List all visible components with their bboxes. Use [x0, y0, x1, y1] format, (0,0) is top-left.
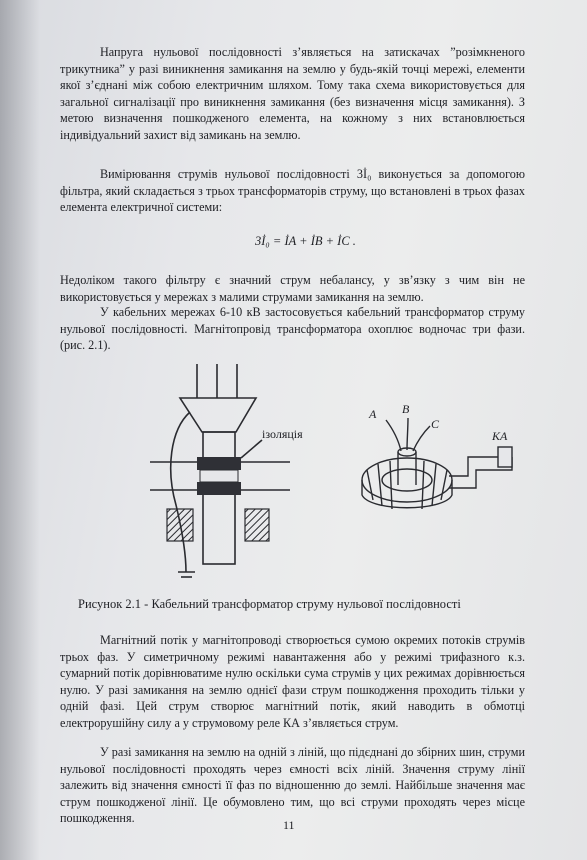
paragraph-2: Вимірювання струмів нульової послідовності 3İ₀ виконується за допомогою фільтра, який складається з трьох трансформаторів струму, що встановлені в трьох фазах елемента електричної системи:: [60, 167, 525, 215]
label-insulation: ізоляція: [262, 427, 303, 441]
page-number: 11: [283, 818, 295, 832]
paragraph-3: Недоліком такого фільтру є значний струм небалансу, у зв’язку з чим він не використовується у мережах з малими струмами замикання на землю.: [60, 273, 525, 304]
label-phase-c: C: [431, 417, 440, 431]
label-phase-b: B: [402, 402, 410, 416]
toroid-core-left: [197, 457, 241, 495]
paragraph-1: Напруга нульової послідовності з’являється на затискачах ”розімкненого трикутника” у разі виникнення замикання на землю у будь-якій точці мережі, елементи якої з’єднані між собою електричним шляхом. Тому така схема використовується для загальної сигналізації про виникнення замикання (без визначення місця замикання). З метою визначення пошкодженого елемента, на кожному з них встановлюється індивідуальний захист від замикань на землю.: [60, 45, 525, 142]
paragraph-4: У кабельних мережах 6-10 кВ застосовується кабельний трансформатор струму нульової послідовності. Магнітопровід трансформатора охоплює водночас три фази. (рис. 2.1).: [60, 305, 525, 353]
label-relay-ka: KA: [492, 429, 508, 443]
label-phase-a: A: [369, 407, 377, 421]
paragraph-5: Магнітний потік у магнітопроводі створюється сумою окремих потоків струмів трьох фаз. У симетричному режимі навантаження або у режимі трифазного к.з. сумарний потік дорівнюватиме нулю оскільки сума струмів у цих режимах дорівнюється нулю. У разі замикання на землю однієї фази струм пошкодження проходить тільки у одній фазі. Цей струм створює магнітний потік, який наводить в обмотці електрорушійну силу а у струмовому реле КА з’являється струм.: [60, 633, 525, 730]
paragraph-6: У разі замикання на землю на одній з ліній, що підєднані до збірних шин, струми нульової послідовності проходять через ємності всіх ліній. Значення струму лінії залежить від значення ємності її фаз по відношенню до землі. Найбільше значення має струм пошкодженої лінії. Це обумовлено тим, що всі струми проходять через місце пошкодження.: [60, 745, 525, 826]
formula: 3İ₀ = İA + İB + İC .: [255, 234, 356, 248]
side-block-left: [167, 509, 193, 541]
toroid-diagram-right: [362, 418, 512, 509]
side-block-right: [245, 509, 269, 541]
figure-caption: Рисунок 2.1 - Кабельний трансформатор струму нульової послідовності: [78, 597, 461, 611]
